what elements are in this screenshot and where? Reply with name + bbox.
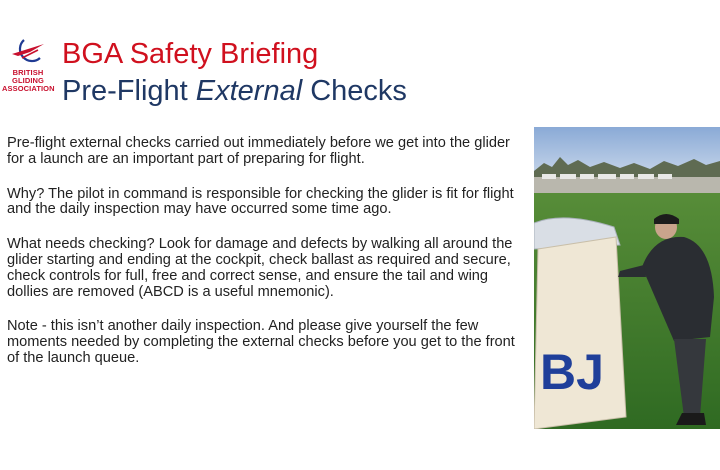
subtitle-prefix: Pre-Flight	[62, 75, 196, 107]
subtitle-emphasis: External	[195, 75, 303, 107]
logo-line-3: ASSOCIATION	[2, 84, 55, 93]
bga-logo	[2, 36, 54, 106]
glider-fin	[534, 237, 626, 429]
paragraph-why: Why? The pilot in command is responsible for checking the glider is fit for flight and the daily inspection may have occurred some time ago.	[7, 185, 514, 218]
subtitle-suffix: Checks	[302, 75, 407, 107]
fin-lettering: BJ	[540, 344, 604, 400]
glider-check-photo	[534, 127, 720, 429]
paragraph-note: Note - this isn’t another daily inspection. And please give yourself the few moments needed by completing the external checks before you get to the front of the launch queue.	[7, 318, 515, 366]
parked-trailers	[542, 174, 672, 179]
logo-line-2: GLIDING	[12, 76, 44, 85]
slide-subtitle	[62, 73, 407, 109]
briefing-body	[7, 136, 527, 386]
slide-title: BGA Safety Briefing	[62, 38, 319, 70]
glider-emblem-icon	[10, 36, 46, 68]
runway-strip	[534, 177, 720, 193]
logo-wordmark	[2, 69, 54, 93]
logo-line-1: BRITISH	[12, 68, 44, 77]
paragraph-intro: Pre-flight external checks carried out immediately before we get into the glider for a launch are an important part of preparing for flight.	[7, 135, 510, 167]
paragraph-what: What needs checking? Look for damage and defects by walking all around the glider starting and ending at the cockpit, check ballast as required and secure, check controls for full, free and correct sense, and ensure the tail and wing dollies are removed (ABCD is a useful mnemonic).	[7, 236, 513, 300]
